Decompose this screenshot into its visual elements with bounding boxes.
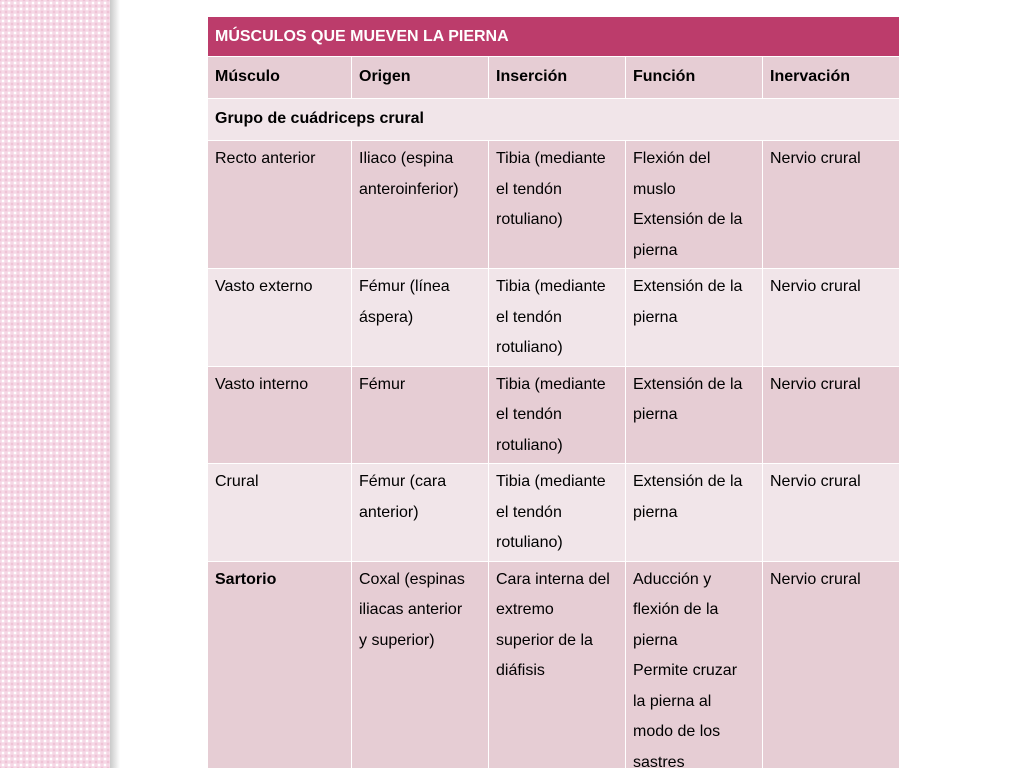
cell-line: Fémur (línea <box>359 278 450 295</box>
cell-line: pierna <box>633 308 678 326</box>
cell-line: modo de los <box>633 723 721 740</box>
cell-line: Vasto externo <box>215 278 313 295</box>
cell-line: pierna <box>633 406 678 423</box>
table-row <box>208 269 900 367</box>
cell-line: Tibia (mediante <box>496 150 606 167</box>
header-origen: Origen <box>352 57 489 99</box>
cell-insercion <box>489 141 626 269</box>
cell-line: Cara interna del <box>496 570 610 588</box>
cell-line: el tendón <box>496 308 562 326</box>
cell-line: Flexión del <box>633 150 711 167</box>
side-pattern-decoration <box>0 0 110 768</box>
cell-line: áspera) <box>359 308 414 326</box>
cell-line: rotuliano) <box>496 339 563 356</box>
cell-line: y superior) <box>359 631 435 649</box>
cell-funcion <box>626 366 763 464</box>
cell-funcion <box>626 464 763 562</box>
muscles-table <box>207 16 900 768</box>
header-funcion: Función <box>626 57 763 99</box>
table-title: MÚSCULOS QUE MUEVEN LA PIERNA <box>208 17 900 57</box>
cell-origen <box>352 141 489 269</box>
cell-line: el tendón <box>496 503 562 521</box>
table-header-row <box>208 57 900 99</box>
group-row <box>208 99 900 141</box>
cell-origen <box>352 464 489 562</box>
cell-musculo <box>208 464 352 562</box>
cell-line: Nervio crural <box>770 278 861 295</box>
cell-inervacion <box>763 366 900 464</box>
cell-musculo <box>208 366 352 464</box>
cell-line: Nervio crural <box>770 375 861 393</box>
cell-line: pierna <box>633 241 678 259</box>
cell-line: pierna <box>633 503 678 521</box>
table-row <box>208 366 900 464</box>
cell-line: Extensión de la <box>633 278 743 295</box>
cell-musculo <box>208 269 352 367</box>
cell-line: anterior) <box>359 503 419 521</box>
group-label: Grupo de cuádriceps crural <box>208 99 900 141</box>
cell-line: Fémur <box>359 375 406 393</box>
header-musculo: Músculo <box>208 57 352 99</box>
table-title-row <box>208 17 900 57</box>
header-insercion: Inserción <box>489 57 626 99</box>
cell-insercion <box>489 366 626 464</box>
cell-line: extremo <box>496 601 554 618</box>
cell-inervacion <box>763 141 900 269</box>
cell-funcion <box>626 269 763 367</box>
cell-insercion <box>489 269 626 367</box>
cell-line: Tibia (mediante <box>496 278 606 295</box>
cell-musculo <box>208 141 352 269</box>
cell-line: Nervio crural <box>770 473 861 490</box>
cell-line: pierna <box>633 631 678 649</box>
cell-origen <box>352 366 489 464</box>
cell-line: flexión de la <box>633 601 719 618</box>
cell-line: anteroinferior) <box>359 180 459 198</box>
cell-line: Extensión de la <box>633 473 743 490</box>
table-row <box>208 561 900 768</box>
side-shadow-decoration <box>110 0 120 768</box>
cell-line: Recto anterior <box>215 150 316 167</box>
cell-line: el tendón <box>496 180 562 198</box>
cell-line: rotuliano) <box>496 534 563 551</box>
cell-line: Tibia (mediante <box>496 473 606 490</box>
cell-insercion <box>489 464 626 562</box>
cell-line: rotuliano) <box>496 436 563 454</box>
cell-line: sastres <box>633 753 685 768</box>
cell-line: Extensión de la <box>633 375 743 393</box>
cell-line: Tibia (mediante <box>496 375 606 393</box>
cell-origen <box>352 269 489 367</box>
cell-line: Coxal (espinas <box>359 570 465 588</box>
cell-line: Nervio crural <box>770 150 861 167</box>
cell-line: Permite cruzar <box>633 662 738 679</box>
cell-inervacion <box>763 269 900 367</box>
cell-line: Crural <box>215 473 259 490</box>
cell-origen <box>352 561 489 768</box>
cell-line: Extensión de la <box>633 211 743 228</box>
cell-funcion <box>626 561 763 768</box>
cell-line: rotuliano) <box>496 211 563 228</box>
table-row <box>208 464 900 562</box>
cell-line: Aducción y <box>633 570 712 588</box>
cell-insercion <box>489 561 626 768</box>
cell-line: superior de la <box>496 631 593 649</box>
table-row <box>208 141 900 269</box>
cell-line: iliacas anterior <box>359 601 463 618</box>
cell-line: muslo <box>633 180 676 198</box>
cell-line: el tendón <box>496 406 562 423</box>
header-inervacion: Inervación <box>763 57 900 99</box>
cell-funcion <box>626 141 763 269</box>
cell-line: la pierna al <box>633 692 712 710</box>
cell-line: Iliaco (espina <box>359 150 454 167</box>
cell-line: Sartorio <box>215 570 277 588</box>
cell-line: diáfisis <box>496 662 545 679</box>
cell-inervacion <box>763 561 900 768</box>
cell-musculo <box>208 561 352 768</box>
cell-inervacion <box>763 464 900 562</box>
cell-line: Vasto interno <box>215 375 309 393</box>
cell-line: Nervio crural <box>770 570 861 588</box>
cell-line: Fémur (cara <box>359 473 447 490</box>
